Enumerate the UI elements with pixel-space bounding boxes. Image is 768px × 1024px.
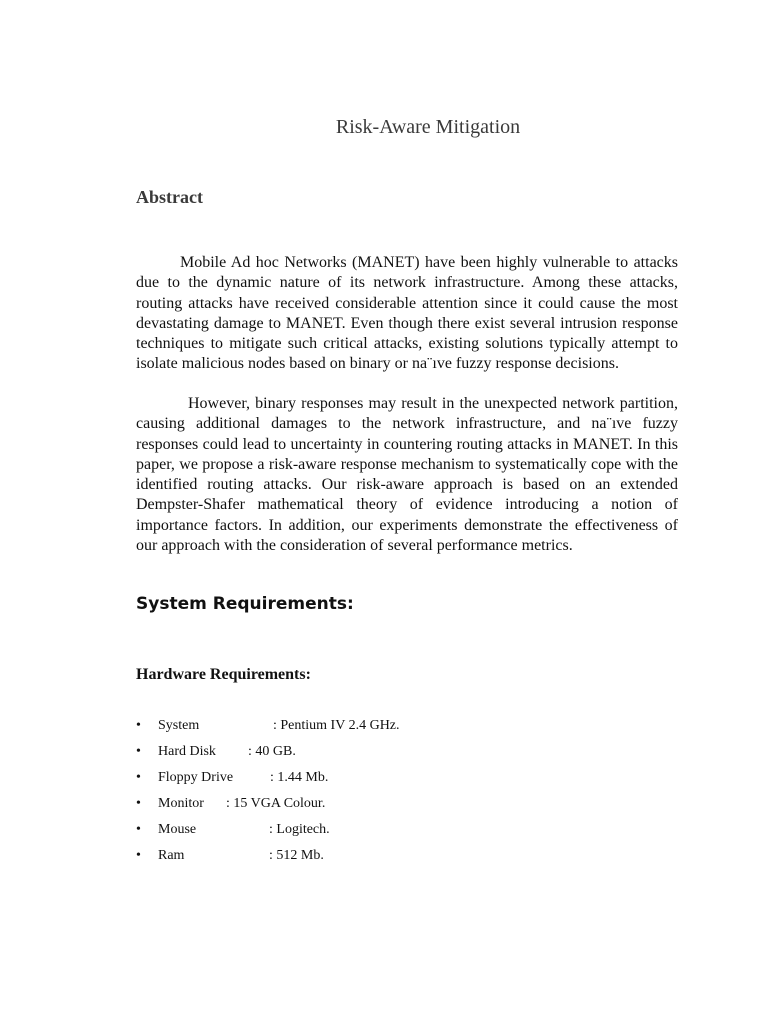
- abstract-heading: Abstract: [136, 187, 203, 207]
- requirement-label: Ram: [158, 848, 185, 863]
- bullet-icon: •: [136, 770, 141, 785]
- requirement-label: Mouse: [158, 822, 197, 837]
- abstract-paragraph-2: However, binary responses may result in the unexpected network partition, causing additional damages to the network infrastructure, and na¨ıve fuzzy responses could lead to uncertainty in countering routing attacks in MANET. In this paper, we propose a risk-aware response mechanism to systematically cope with the identified routing attacks. Our risk-aware approach is based on an extended Dempster-Shafer mathematical theory of evidence introducing a notion of importance factors. In addition, our experiments demonstrate the effectiveness of our approach with the consideration of several performance metrics.: [136, 395, 678, 555]
- bullet-icon: •: [136, 848, 141, 863]
- bullet-icon: •: [136, 822, 141, 837]
- requirement-label: Hard Disk: [158, 744, 216, 759]
- system-requirements-heading: System Requirements:: [136, 594, 354, 614]
- abstract-paragraph-1: Mobile Ad hoc Networks (MANET) have been highly vulnerable to attacks due to the dynamic nature of its network infrastructure. Among these attacks, routing attacks have received considerable attention since it could cause the most devastating damage to MANET. Even though there exist several intrusion response techniques to mitigate such critical attacks, existing solutions typically attempt to isolate malicious nodes based on binary or na¨ıve fuzzy response decisions.: [136, 254, 678, 373]
- requirement-value: : Logitech.: [269, 822, 330, 837]
- document-title: Risk-Aware Mitigation: [335, 116, 521, 138]
- requirement-label: System: [158, 718, 200, 733]
- bullet-icon: •: [136, 796, 141, 811]
- bullet-icon: •: [136, 718, 141, 733]
- requirement-value: : 512 Mb.: [269, 848, 324, 863]
- hardware-requirements-heading: Hardware Requirements:: [136, 666, 311, 683]
- requirement-value: : Pentium IV 2.4 GHz.: [273, 718, 400, 733]
- bullet-icon: •: [136, 744, 141, 759]
- requirement-label: Monitor: [158, 796, 204, 811]
- requirement-value: : 15 VGA Colour.: [226, 796, 326, 811]
- requirement-value: : 1.44 Mb.: [270, 770, 329, 785]
- requirement-value: : 40 GB.: [248, 744, 296, 759]
- requirement-label: Floppy Drive: [158, 770, 234, 785]
